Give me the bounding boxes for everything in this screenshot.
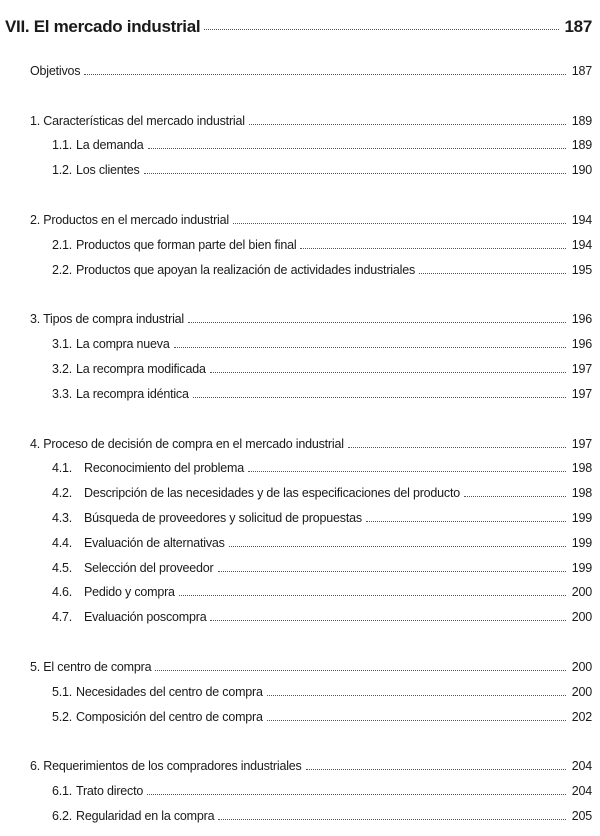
toc-subsection[interactable] bbox=[0, 531, 592, 551]
entry-label: 5. El centro de compra bbox=[30, 660, 152, 674]
entry-label bbox=[52, 137, 148, 153]
page-number: 202 bbox=[571, 709, 592, 724]
entry-number: 1.2. bbox=[52, 163, 73, 178]
entry-label bbox=[52, 609, 210, 625]
entry-title: Productos que forman parte del bien final bbox=[76, 237, 297, 252]
toc-section[interactable] bbox=[0, 432, 592, 452]
entry-title: Composición del centro de compra bbox=[76, 709, 263, 724]
entry-title: Descripción de las necesidades y de las especificaciones del producto bbox=[84, 486, 461, 501]
page-number: 198 bbox=[571, 461, 592, 476]
page-number: 195 bbox=[571, 262, 592, 277]
page-number: 187 bbox=[571, 63, 592, 78]
dot-leader bbox=[155, 670, 565, 671]
entry-number: 6.2. bbox=[52, 809, 73, 823]
entry-label bbox=[52, 361, 210, 377]
toc-subsection[interactable] bbox=[0, 332, 592, 352]
page-number: 196 bbox=[571, 312, 592, 327]
dot-leader bbox=[419, 273, 566, 274]
entry-label bbox=[52, 162, 144, 178]
page-number: 198 bbox=[571, 486, 592, 501]
entry-title: La recompra idéntica bbox=[76, 386, 189, 401]
entry-number: 3.2. bbox=[52, 362, 73, 376]
toc-section[interactable] bbox=[0, 754, 592, 774]
dot-leader bbox=[193, 397, 566, 398]
entry-label bbox=[52, 808, 218, 824]
entry-label: 1. Características del mercado industrial bbox=[30, 113, 245, 128]
entry-number: 4.7. bbox=[52, 610, 73, 625]
toc-subsection[interactable] bbox=[0, 357, 592, 377]
toc-subsection[interactable] bbox=[0, 580, 592, 600]
toc-subsection[interactable] bbox=[0, 556, 592, 576]
dot-leader bbox=[218, 571, 566, 572]
entry-number: 5.1. bbox=[52, 684, 73, 699]
page-number: 189 bbox=[571, 113, 592, 128]
entry-number: 4.3. bbox=[52, 511, 73, 525]
entry-number: 4.4. bbox=[52, 535, 73, 550]
entry-label: 2. Productos en el mercado industrial bbox=[30, 213, 229, 227]
toc-subsection[interactable] bbox=[0, 605, 592, 625]
dot-leader bbox=[229, 546, 566, 547]
entry-label bbox=[52, 460, 248, 476]
entry-number: 3.1. bbox=[52, 337, 73, 352]
page-number: 204 bbox=[571, 784, 592, 799]
entry-title: Necesidades del centro de compra bbox=[76, 684, 263, 699]
dot-leader bbox=[306, 769, 566, 770]
page-number: 200 bbox=[571, 610, 592, 625]
dot-leader bbox=[148, 148, 566, 149]
page-number: 205 bbox=[571, 809, 592, 823]
dot-leader bbox=[147, 794, 566, 795]
entry-title: Regularidad en la compra bbox=[76, 809, 215, 823]
page-number: 187 bbox=[564, 17, 592, 36]
page-number: 204 bbox=[571, 759, 592, 774]
entry-title: Evaluación poscompra bbox=[84, 610, 207, 625]
entry-label bbox=[52, 709, 267, 725]
toc-section[interactable] bbox=[0, 307, 592, 327]
entry-title: La demanda bbox=[76, 138, 144, 153]
entry-label: 6. Requerimientos de los compradores industriales bbox=[30, 759, 302, 774]
toc-section[interactable] bbox=[0, 59, 592, 79]
entry-label bbox=[52, 684, 267, 700]
dot-leader bbox=[210, 620, 565, 621]
entry-title: Los clientes bbox=[76, 163, 140, 178]
entry-label bbox=[52, 535, 229, 551]
page-number: 197 bbox=[571, 386, 592, 401]
page-number: 197 bbox=[571, 436, 592, 451]
toc-subsection[interactable] bbox=[0, 382, 592, 402]
entry-label: 4. Proceso de decisión de compra en el mercado industrial bbox=[30, 436, 344, 451]
entry-number: 4.1. bbox=[52, 461, 73, 476]
toc-subsection[interactable] bbox=[0, 705, 592, 725]
entry-title: La compra nueva bbox=[76, 337, 170, 352]
dot-leader bbox=[218, 819, 565, 820]
entry-title: Selección del proveedor bbox=[84, 560, 214, 575]
toc-subsection[interactable] bbox=[0, 158, 592, 178]
entry-label bbox=[52, 336, 174, 352]
page-number: 197 bbox=[571, 362, 592, 376]
entry-number: 2.1. bbox=[52, 237, 73, 252]
entry-title: Evaluación de alternativas bbox=[84, 535, 225, 550]
page-number: 196 bbox=[571, 337, 592, 352]
dot-leader bbox=[366, 521, 566, 522]
page-number: 190 bbox=[571, 163, 592, 178]
page-number: 199 bbox=[571, 511, 592, 525]
dot-leader bbox=[188, 322, 566, 323]
dot-leader bbox=[464, 496, 566, 497]
dot-leader bbox=[84, 74, 565, 75]
entry-label bbox=[52, 560, 218, 576]
entry-label bbox=[52, 386, 193, 402]
dot-leader bbox=[348, 447, 566, 448]
entry-number: 4.6. bbox=[52, 585, 73, 600]
entry-label bbox=[52, 262, 419, 278]
toc-section[interactable] bbox=[0, 208, 592, 228]
page-number: 194 bbox=[571, 213, 592, 227]
entry-label: Objetivos bbox=[30, 63, 81, 78]
entry-label bbox=[52, 584, 179, 600]
page-number: 199 bbox=[571, 535, 592, 550]
dot-leader bbox=[210, 372, 566, 373]
page-number: 200 bbox=[571, 660, 592, 674]
entry-label bbox=[52, 510, 366, 526]
entry-title: Reconocimiento del problema bbox=[84, 461, 244, 476]
entry-title: Pedido y compra bbox=[84, 585, 175, 600]
chapter-heading[interactable] bbox=[0, 11, 592, 35]
toc-subsection[interactable] bbox=[0, 506, 592, 526]
entry-label: 3. Tipos de compra industrial bbox=[30, 312, 185, 327]
entry-label bbox=[52, 485, 464, 501]
entry-label: VII. El mercado industrial bbox=[5, 17, 201, 36]
entry-title: Productos que apoyan la realización de actividades industriales bbox=[76, 262, 416, 277]
dot-leader bbox=[267, 695, 566, 696]
dot-leader bbox=[144, 173, 566, 174]
entry-number: 3.3. bbox=[52, 386, 73, 401]
page-number: 189 bbox=[571, 138, 592, 153]
toc-subsection[interactable] bbox=[0, 680, 592, 700]
entry-label bbox=[52, 237, 300, 253]
entry-label bbox=[52, 783, 147, 799]
toc-section[interactable] bbox=[0, 655, 592, 675]
page-number: 200 bbox=[571, 684, 592, 699]
toc-subsection[interactable] bbox=[0, 258, 592, 278]
page-number: 194 bbox=[571, 237, 592, 252]
dot-leader bbox=[300, 248, 565, 249]
toc-subsection[interactable] bbox=[0, 456, 592, 476]
dot-leader bbox=[174, 347, 566, 348]
toc-subsection[interactable] bbox=[0, 779, 592, 799]
page-number: 200 bbox=[571, 585, 592, 600]
dot-leader bbox=[233, 223, 566, 224]
dot-leader bbox=[204, 29, 558, 30]
entry-number: 4.2. bbox=[52, 486, 73, 501]
entry-title: Trato directo bbox=[76, 784, 144, 799]
dot-leader bbox=[249, 124, 566, 125]
entry-number: 2.2. bbox=[52, 262, 73, 277]
entry-title: Búsqueda de proveedores y solicitud de propuestas bbox=[84, 511, 362, 525]
entry-number: 5.2. bbox=[52, 709, 73, 724]
dot-leader bbox=[179, 595, 566, 596]
entry-number: 4.5. bbox=[52, 560, 73, 575]
entry-number: 6.1. bbox=[52, 784, 73, 799]
toc-section[interactable] bbox=[0, 109, 592, 129]
entry-title: La recompra modificada bbox=[76, 362, 206, 376]
toc-subsection[interactable] bbox=[0, 233, 592, 253]
toc-subsection[interactable] bbox=[0, 133, 592, 153]
page-number: 199 bbox=[571, 560, 592, 575]
dot-leader bbox=[267, 720, 566, 721]
entry-number: 1.1. bbox=[52, 138, 73, 153]
dot-leader bbox=[248, 471, 566, 472]
toc-subsection[interactable] bbox=[0, 481, 592, 501]
toc-subsection[interactable] bbox=[0, 804, 592, 824]
